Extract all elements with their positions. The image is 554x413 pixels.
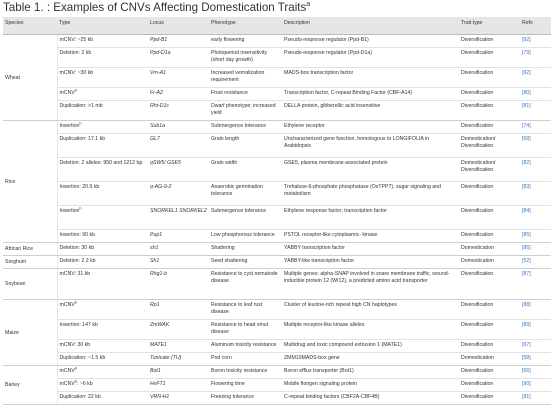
phenotype-cell: Flowering time <box>209 379 282 392</box>
phenotype-cell: Aluminum toxicity resistance <box>209 340 282 353</box>
phenotype-cell: Photoperiod insensitivity (short day growth) <box>209 48 282 68</box>
description-cell: GSE5, plasma membrane-associated protein <box>282 158 459 182</box>
header-refs: Refs <box>520 17 551 35</box>
ref-link[interactable]: [92] <box>520 68 551 88</box>
ref-link[interactable]: [68] <box>520 134 551 158</box>
table-row <box>3 243 551 256</box>
type-cell <box>57 230 148 243</box>
type-cell <box>57 206 148 230</box>
type-cell <box>57 158 148 182</box>
phenotype-cell: Frost resistance <box>209 88 282 101</box>
table-row <box>3 300 551 320</box>
type-text: Insertion: 147 kb <box>59 322 98 328</box>
species-cell: Barley <box>3 366 57 405</box>
phenotype-cell: early flowering <box>209 35 282 48</box>
locus-cell: Rhg1-b <box>148 269 209 300</box>
locus-cell: Fr-A2 <box>148 88 209 101</box>
species-cell: Wheat <box>3 35 57 121</box>
type-cell <box>57 392 148 405</box>
species-cell: Rice <box>3 121 57 243</box>
type-cell <box>57 35 148 48</box>
ref-link[interactable]: [82] <box>520 158 551 182</box>
species-cell: Maize <box>3 300 57 366</box>
phenotype-cell: Low phosphorous tolerance <box>209 230 282 243</box>
type-text: Duplication: ~1.5 kb <box>59 355 106 361</box>
type-text: Duplication: 17.1 kb <box>59 136 106 142</box>
type-text-suffix: : ~6 kb <box>76 381 93 387</box>
species-cell: Sorghum <box>3 256 57 269</box>
locus-cell: Vrn-A1 <box>148 68 209 88</box>
trait-type-cell: Diversification <box>459 320 520 340</box>
phenotype-cell: Dwarf phenotype; increased yield <box>209 101 282 121</box>
trait-type-cell: Diversification <box>459 68 520 88</box>
type-text: Insertion: 90 kb <box>59 232 95 238</box>
type-text: mCNV <box>59 381 75 387</box>
table-title-footnote-mark: a <box>306 1 311 9</box>
table-row <box>3 269 551 300</box>
table-row <box>3 206 551 230</box>
locus-cell: Bot1 <box>148 366 209 379</box>
type-cell <box>57 68 148 88</box>
phenotype-cell: Resistance to head smut disease <box>209 320 282 340</box>
phenotype-cell: Grain length <box>209 134 282 158</box>
locus-cell: sh1 <box>148 243 209 256</box>
footnote-mark: b <box>79 206 82 211</box>
locus-cell: qSW5/ GSE5 <box>148 158 209 182</box>
locus-cell: Tunicate (TU) <box>148 353 209 366</box>
header-type: Type <box>57 17 148 35</box>
ref-link[interactable]: [92] <box>520 35 551 48</box>
table-row <box>3 158 551 182</box>
phenotype-cell: Boron toxicity resistance <box>209 366 282 379</box>
type-text: Insertion <box>59 208 80 214</box>
type-cell <box>57 88 148 101</box>
type-text: Deletion: 2 kb <box>59 50 92 56</box>
trait-type-cell: Domestication <box>459 353 520 366</box>
description-cell: YABBY transcription factor <box>282 243 459 256</box>
phenotype-cell: Seed shattering <box>209 256 282 269</box>
trait-type-cell: Domestication/ Diversification <box>459 158 520 182</box>
ref-link[interactable]: [90] <box>520 379 551 392</box>
species-cell: African Rice <box>3 243 57 256</box>
description-cell: Ethylene receptor <box>282 121 459 134</box>
ref-link[interactable]: [83] <box>520 182 551 206</box>
locus-cell: HvFT1 <box>148 379 209 392</box>
description-cell: Mobile florigen signaling protein <box>282 379 459 392</box>
description-cell: DELLA protein, gibberellic acid insensitive <box>282 101 459 121</box>
description-cell: Pseudo-response regulator (Ppd-D1a) <box>282 48 459 68</box>
description-cell: Uncharacterized gene function, homologous to LONGIFOLIA in Arabidopsis <box>282 134 459 158</box>
description-cell: Boron efflux transporter (Bot1) <box>282 366 459 379</box>
type-text: mCNV <box>59 90 75 96</box>
type-text: mCNV: ~25 kb <box>59 37 94 43</box>
description-cell: Ethylene response factor; transcription factor <box>282 206 459 230</box>
table-row <box>3 379 551 392</box>
phenotype-cell: Freezing tolerance <box>209 392 282 405</box>
table-row <box>3 366 551 379</box>
table-row <box>3 340 551 353</box>
type-text: mCNV: ~30 kb <box>59 70 94 76</box>
trait-type-cell: Diversification <box>459 206 520 230</box>
ref-link[interactable]: [58] <box>520 353 551 366</box>
type-cell <box>57 182 148 206</box>
type-cell <box>57 243 148 256</box>
type-cell <box>57 269 148 300</box>
table-row <box>3 35 551 48</box>
ref-link[interactable]: [81] <box>520 101 551 121</box>
locus-cell: MATE1 <box>148 340 209 353</box>
ref-link[interactable]: [67] <box>520 340 551 353</box>
ref-link[interactable]: [80] <box>520 88 551 101</box>
header-description: Description <box>282 17 459 35</box>
description-cell: Trehalose-6-phosphate phosphatase (OsTPP7), sugar signaling and metabolism <box>282 182 459 206</box>
locus-cell: VRN-H1 <box>148 392 209 405</box>
locus-cell: GL7 <box>148 134 209 158</box>
locus-cell: Ppd-D1a <box>148 48 209 68</box>
footnote-mark: b <box>74 379 77 384</box>
locus-cell: ZmWAK <box>148 320 209 340</box>
phenotype-cell: Grain width <box>209 158 282 182</box>
trait-type-cell: Diversification <box>459 379 520 392</box>
locus-cell: SNORKEL1 SNORKEL2 <box>148 206 209 230</box>
type-cell <box>57 320 148 340</box>
trait-type-cell: Diversification <box>459 182 520 206</box>
table-row <box>3 48 551 68</box>
type-cell <box>57 379 148 392</box>
table-row <box>3 134 551 158</box>
phenotype-cell: Pod corn <box>209 353 282 366</box>
type-text: Deletion: 30 kb <box>59 245 95 251</box>
table-row <box>3 392 551 405</box>
type-cell <box>57 134 148 158</box>
description-cell: PSTOL receptor-like cytoplasmic- kinase <box>282 230 459 243</box>
trait-type-cell: Diversification <box>459 392 520 405</box>
trait-type-cell: Diversification <box>459 88 520 101</box>
cnv-table <box>3 17 551 405</box>
description-cell: Multiple genes: alpha-SNAP involved in snare membrane traffic, wound-inducible protein 12 (WI12), a predicted amino acid transporter <box>282 269 459 300</box>
ref-link[interactable]: [88] <box>520 300 551 320</box>
trait-type-cell: Diversification <box>459 35 520 48</box>
description-cell: Cluster of leucine-rich repeat high CN haplotypes <box>282 300 459 320</box>
description-cell: Transcription factor, C-repeat Binding Factor (CBF-A14) <box>282 88 459 101</box>
type-text: Duplication: >1 mb <box>59 103 103 109</box>
trait-type-cell: Diversification <box>459 269 520 300</box>
type-cell <box>57 48 148 68</box>
trait-type-cell: Diversification <box>459 101 520 121</box>
ref-link[interactable]: [84] <box>520 206 551 230</box>
type-text: mCNV: 31 kb <box>59 271 91 277</box>
table-row <box>3 230 551 243</box>
table-body <box>3 35 551 405</box>
locus-cell: Sh1 <box>148 256 209 269</box>
locus-cell: Sub1a <box>148 121 209 134</box>
footnote-mark: b <box>74 300 77 305</box>
ref-link[interactable]: [66] <box>520 366 551 379</box>
locus-cell: Rht-D1c <box>148 101 209 121</box>
trait-type-cell: Domestication <box>459 243 520 256</box>
ref-link[interactable]: [89] <box>520 320 551 340</box>
table-row <box>3 68 551 88</box>
trait-type-cell: Diversification <box>459 340 520 353</box>
phenotype-cell: Anaerobic germination tolerance <box>209 182 282 206</box>
trait-type-cell: Diversification <box>459 48 520 68</box>
type-cell <box>57 101 148 121</box>
description-cell: C-repeat binding factors (CBF2A-CBF4B) <box>282 392 459 405</box>
type-cell <box>57 340 148 353</box>
type-cell <box>57 121 148 134</box>
footnote-mark: b <box>74 366 77 371</box>
type-text: Insertion: 20.9 kb <box>59 184 100 190</box>
trait-type-cell: Diversification <box>459 121 520 134</box>
locus-cell: Pup1 <box>148 230 209 243</box>
description-cell: YABBY-like transcription factor <box>282 256 459 269</box>
table-row <box>3 182 551 206</box>
trait-type-cell: Domestication/ Diversification <box>459 134 520 158</box>
table-row <box>3 256 551 269</box>
phenotype-cell: Resistance to cyst nematode disease <box>209 269 282 300</box>
header-locus: Locus <box>148 17 209 35</box>
type-text: mCNV: 30 kb <box>59 342 91 348</box>
ref-link[interactable]: [87] <box>520 269 551 300</box>
trait-type-cell: Diversification <box>459 366 520 379</box>
trait-type-cell: Diversification <box>459 230 520 243</box>
header-species: Species <box>3 17 57 35</box>
phenotype-cell: Increased vernalization requirement <box>209 68 282 88</box>
type-text: Deletion: 2 alleles: 950 and 1212 bp <box>59 160 143 166</box>
type-cell <box>57 353 148 366</box>
type-text: Insertion <box>59 123 80 129</box>
type-cell <box>57 366 148 379</box>
footnote-mark: b <box>79 121 82 126</box>
locus-cell: Rp1 <box>148 300 209 320</box>
type-text: Deletion: 2.2 kb <box>59 258 96 264</box>
table-row <box>3 353 551 366</box>
ref-link[interactable]: [86] <box>520 243 551 256</box>
type-cell <box>57 256 148 269</box>
header-phenotype: Phenotype <box>209 17 282 35</box>
header-trait-type: Trait type <box>459 17 520 35</box>
footnote-mark: b <box>74 88 77 93</box>
locus-cell: q-AG-9-2 <box>148 182 209 206</box>
ref-link[interactable]: [74] <box>520 121 551 134</box>
table-row <box>3 121 551 134</box>
type-cell <box>57 300 148 320</box>
description-cell: Pseudo-response regulator (Ppd-B1) <box>282 35 459 48</box>
phenotype-cell: Resistance to leaf rust disease <box>209 300 282 320</box>
description-cell: MADS-box transcription factor <box>282 68 459 88</box>
table-header-row <box>3 17 551 35</box>
table-row <box>3 101 551 121</box>
table-title <box>3 1 310 14</box>
ref-link[interactable]: [91] <box>520 392 551 405</box>
trait-type-cell: Domestication <box>459 256 520 269</box>
phenotype-cell: Shattering <box>209 243 282 256</box>
type-text: mCNV <box>59 302 75 308</box>
ref-link[interactable]: [85] <box>520 230 551 243</box>
table-row <box>3 320 551 340</box>
description-cell: Multiple receptor-like kinase alleles <box>282 320 459 340</box>
locus-cell: Ppd-B1 <box>148 35 209 48</box>
table-row <box>3 88 551 101</box>
table-title-text: Table 1. : Examples of CNVs Affecting Domestication Traits <box>3 1 307 14</box>
description-cell: ZMM19MADS-box gene <box>282 353 459 366</box>
ref-link[interactable]: [52] <box>520 256 551 269</box>
description-cell: Multidrug and toxic compound extrusion 1 (MATE1) <box>282 340 459 353</box>
phenotype-cell: Submergence tolerance <box>209 121 282 134</box>
phenotype-cell: Submergence tolerance <box>209 206 282 230</box>
type-text: mCNV <box>59 368 75 374</box>
species-cell: Soybean <box>3 269 57 300</box>
trait-type-cell: Diversification <box>459 300 520 320</box>
ref-link[interactable]: [79] <box>520 48 551 68</box>
type-text: Duplication: 22 kb <box>59 394 101 400</box>
